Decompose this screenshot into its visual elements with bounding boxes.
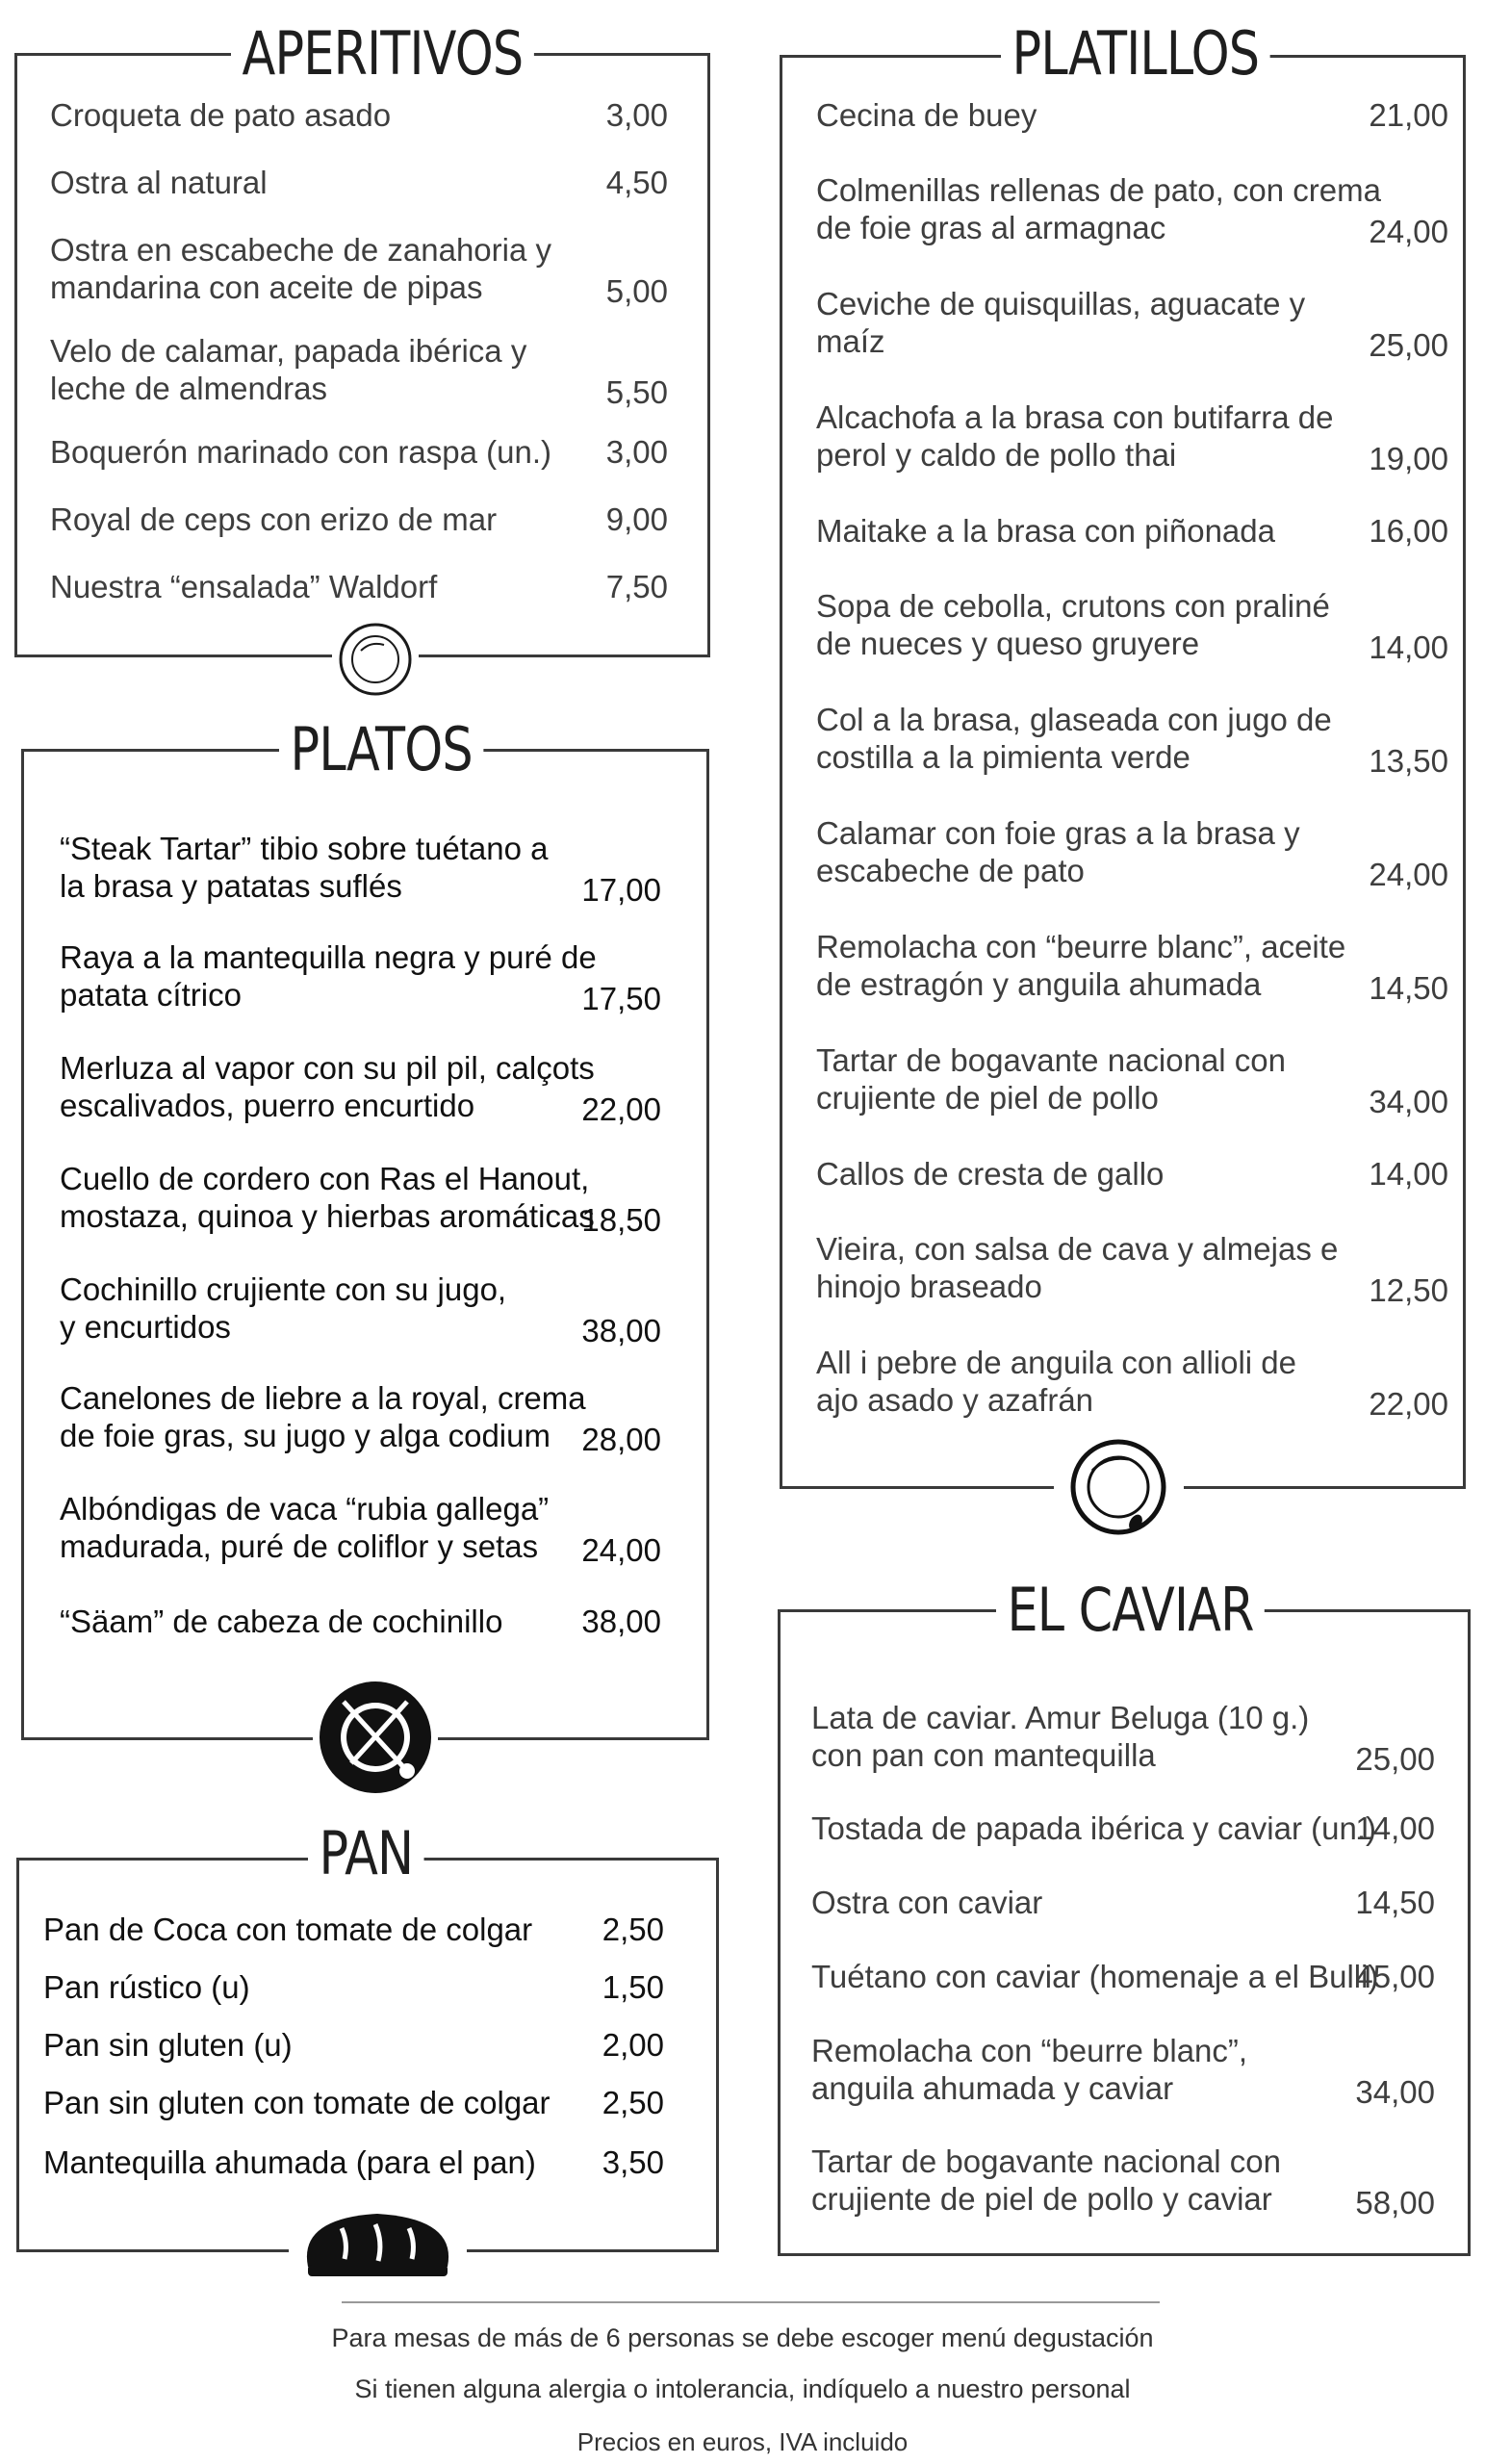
aperitivos-item	[50, 96, 668, 134]
aperitivos-item-price: 4,50	[605, 165, 668, 200]
platos-item-price: 17,50	[581, 981, 661, 1016]
aperitivos-item	[50, 164, 668, 201]
pan-item-price: 1,50	[602, 1969, 664, 2005]
platillos-item-name: Remolacha con “beurre blanc”, aceite de estragón y anguila ahumada	[816, 929, 1346, 1002]
platillos-item-price: 24,00	[1369, 857, 1448, 892]
platillos-item-price: 12,50	[1369, 1272, 1448, 1308]
aperitivos-item-name: Nuestra “ensalada” Waldorf	[50, 569, 438, 604]
footer-line-group-notice: Para mesas de más de 6 personas se debe escoger menú degustación	[331, 2323, 1154, 2352]
aperitivos-item-price: 5,00	[605, 273, 668, 309]
aperitivos-item-name: Velo de calamar, papada ibérica y leche de almendras	[50, 333, 527, 406]
platillos-item	[816, 398, 1448, 474]
platillos-item-price: 24,00	[1369, 214, 1448, 249]
aperitivos-item-name: Ostra al natural	[50, 165, 268, 200]
platillos-item	[816, 96, 1448, 134]
pan-title: PAN	[308, 1824, 424, 1884]
aperitivos-item-price: 3,00	[605, 97, 668, 133]
platos-item-price: 28,00	[581, 1422, 661, 1457]
plate-cutlery-icon	[313, 1675, 438, 1800]
aperitivos-item	[50, 568, 668, 605]
pan-item	[43, 2026, 664, 2064]
platillos-item	[816, 171, 1448, 249]
pan-item-name: Pan de Coca con tomate de colgar	[43, 1912, 533, 1947]
caviar-item	[811, 2032, 1435, 2110]
platillos-item	[816, 512, 1448, 550]
platos-item-name: Raya a la mantequilla negra y puré de patata cítrico	[60, 939, 597, 1013]
platos-item-price: 17,00	[581, 872, 661, 908]
platos-item-name: Canelones de liebre a la royal, crema de foie gras, su jugo y alga codium	[60, 1380, 586, 1453]
platos-item	[60, 1379, 661, 1457]
platillos-item	[816, 285, 1448, 363]
pan-item-price: 2,50	[602, 1912, 664, 1947]
caviar-item-price: 14,00	[1355, 1810, 1435, 1846]
platos-item-name: “Steak Tartar” tibio sobre tuétano a la brasa y patatas suflés	[60, 831, 549, 904]
caviar-item-name: Tartar de bogavante nacional con crujiente de piel de pollo y caviar	[811, 2143, 1282, 2217]
pan-item-name: Pan sin gluten (u)	[43, 2027, 293, 2063]
platillos-item	[816, 814, 1448, 892]
platillos-item-name: Vieira, con salsa de cava y almejas e hinojo braseado	[816, 1231, 1339, 1304]
caviar-item-price: 25,00	[1355, 1741, 1435, 1777]
caviar-item	[811, 1699, 1435, 1777]
platillos-item-price: 14,50	[1369, 970, 1448, 1006]
pan-item-price: 2,00	[602, 2027, 664, 2063]
pan-item	[43, 1911, 664, 1948]
platillos-item-price: 14,00	[1369, 629, 1448, 665]
caviar-item-price: 45,00	[1355, 1959, 1435, 1994]
caviar-item	[811, 1810, 1435, 1847]
bread-icon	[289, 2199, 467, 2286]
caviar-item	[811, 2143, 1435, 2218]
caviar-item-name: Tuétano con caviar (homenaje a el Bulli)	[811, 1959, 1379, 1994]
pan-item	[43, 1968, 664, 2006]
aperitivos-item-price: 9,00	[605, 501, 668, 537]
platillos-item-name: All i pebre de anguila con allioli de ajo asado y azafrán	[816, 1345, 1296, 1418]
aperitivos-item-price: 5,50	[605, 374, 668, 410]
platillos-item	[816, 928, 1448, 1006]
platillos-item	[816, 1344, 1448, 1422]
platillos-item-price: 21,00	[1369, 97, 1448, 133]
platos-item	[60, 1603, 661, 1640]
footer-line-prices: Precios en euros, IVA incluido	[576, 2427, 909, 2456]
caviar-item-price: 14,50	[1355, 1885, 1435, 1920]
caviar-item-name: Tostada de papada ibérica y caviar (un.)	[811, 1810, 1377, 1846]
platillos-item-name: Maitake a la brasa con piñonada	[816, 513, 1275, 549]
platos-title: PLATOS	[279, 720, 483, 780]
caviar-item-name: Remolacha con “beurre blanc”, anguila ahumada y caviar	[811, 2033, 1248, 2106]
pan-item	[43, 2084, 664, 2121]
platillos-item-price: 16,00	[1369, 513, 1448, 549]
platos-item-name: Cochinillo crujiente con su jugo, y encurtidos	[60, 1271, 507, 1345]
platos-item-price: 18,50	[581, 1202, 661, 1238]
platillos-item-name: Alcachofa a la brasa con butifarra de perol y caldo de pollo thai	[816, 399, 1334, 473]
pan-item-price: 2,50	[602, 2085, 664, 2120]
platos-item-name: Merluza al vapor con su pil pil, calçots escalivados, puerro encurtido	[60, 1050, 595, 1123]
platillos-item-price: 25,00	[1369, 327, 1448, 363]
platillos-item-name: Tartar de bogavante nacional con crujiente de piel de pollo	[816, 1042, 1287, 1116]
platos-item-name: Albóndigas de vaca “rubia gallega” madurada, puré de coliflor y setas	[60, 1491, 550, 1564]
aperitivos-item-price: 3,00	[605, 434, 668, 470]
pan-item-name: Pan sin gluten con tomate de colgar	[43, 2085, 550, 2120]
aperitivos-item-name: Croqueta de pato asado	[50, 97, 392, 133]
platillos-item-name: Calamar con foie gras a la brasa y escabeche de pato	[816, 815, 1300, 888]
platos-item	[60, 1270, 661, 1346]
caviar-title: EL CAVIAR	[996, 1580, 1265, 1640]
platillos-item-name: Ceviche de quisquillas, aguacate y maíz	[816, 286, 1306, 359]
platillos-item-name: Colmenillas rellenas de pato, con crema de foie gras al armagnac	[816, 172, 1381, 245]
platillos-item-price: 22,00	[1369, 1386, 1448, 1422]
platos-item	[60, 1160, 661, 1238]
platillos-item-name: Cecina de buey	[816, 97, 1037, 133]
aperitivos-item	[50, 500, 668, 538]
aperitivos-title: APERITIVOS	[231, 24, 534, 84]
platillos-item	[816, 1230, 1448, 1308]
pan-item	[43, 2143, 664, 2181]
aperitivos-item	[50, 433, 668, 471]
platos-item-price: 38,00	[581, 1313, 661, 1348]
platillos-item-price: 19,00	[1369, 441, 1448, 476]
platillos-title: PLATILLOS	[1001, 24, 1270, 84]
caviar-item-name: Lata de caviar. Amur Beluga (10 g.) con pan con mantequilla	[811, 1700, 1310, 1773]
plate-icon	[332, 616, 419, 703]
aperitivos-item-price: 7,50	[605, 569, 668, 604]
caviar-item-price: 34,00	[1355, 2074, 1435, 2110]
platillos-item	[816, 587, 1448, 665]
platillos-item-name: Sopa de cebolla, crutons con praliné de nueces y queso gruyere	[816, 588, 1330, 661]
platillos-item-name: Col a la brasa, glaseada con jugo de costilla a la pimienta verde	[816, 702, 1332, 775]
caviar-item	[811, 1958, 1435, 1995]
platillos-item-name: Callos de cresta de gallo	[816, 1156, 1165, 1192]
plate-spoon-icon	[1054, 1434, 1184, 1540]
platillos-item-price: 34,00	[1369, 1084, 1448, 1119]
platillos-item	[816, 1155, 1448, 1193]
platillos-item-price: 14,00	[1369, 1156, 1448, 1192]
aperitivos-item-name: Royal de ceps con erizo de mar	[50, 501, 498, 537]
platillos-item-price: 13,50	[1369, 743, 1448, 779]
platos-item	[60, 938, 661, 1014]
footer-divider	[342, 2301, 1160, 2303]
aperitivos-item	[50, 332, 668, 410]
platos-item-name: “Säam” de cabeza de cochinillo	[60, 1604, 503, 1639]
platos-item	[60, 830, 661, 908]
pan-item-price: 3,50	[602, 2144, 664, 2180]
platos-item-price: 38,00	[581, 1604, 661, 1639]
caviar-item-name: Ostra con caviar	[811, 1885, 1043, 1920]
platillos-item	[816, 1041, 1448, 1119]
platos-item-price: 22,00	[581, 1091, 661, 1127]
platos-item	[60, 1049, 661, 1127]
pan-item-name: Pan rústico (u)	[43, 1969, 250, 2005]
pan-item-name: Mantequilla ahumada (para el pan)	[43, 2144, 536, 2180]
aperitivos-item-name: Ostra en escabeche de zanahoria y mandarina con aceite de pipas	[50, 232, 551, 305]
aperitivos-item	[50, 231, 668, 309]
platos-item-name: Cuello de cordero con Ras el Hanout, mostaza, quinoa y hierbas aromáticas	[60, 1161, 595, 1234]
caviar-item	[811, 1884, 1435, 1921]
aperitivos-item-name: Boquerón marinado con raspa (un.)	[50, 434, 551, 470]
platos-item-price: 24,00	[581, 1532, 661, 1568]
platos-item	[60, 1490, 661, 1568]
caviar-item-price: 58,00	[1355, 2185, 1435, 2220]
footer-line-allergy: Si tienen alguna alergia o intolerancia, indíquelo a nuestro personal	[354, 2374, 1131, 2403]
platillos-item	[816, 701, 1448, 779]
